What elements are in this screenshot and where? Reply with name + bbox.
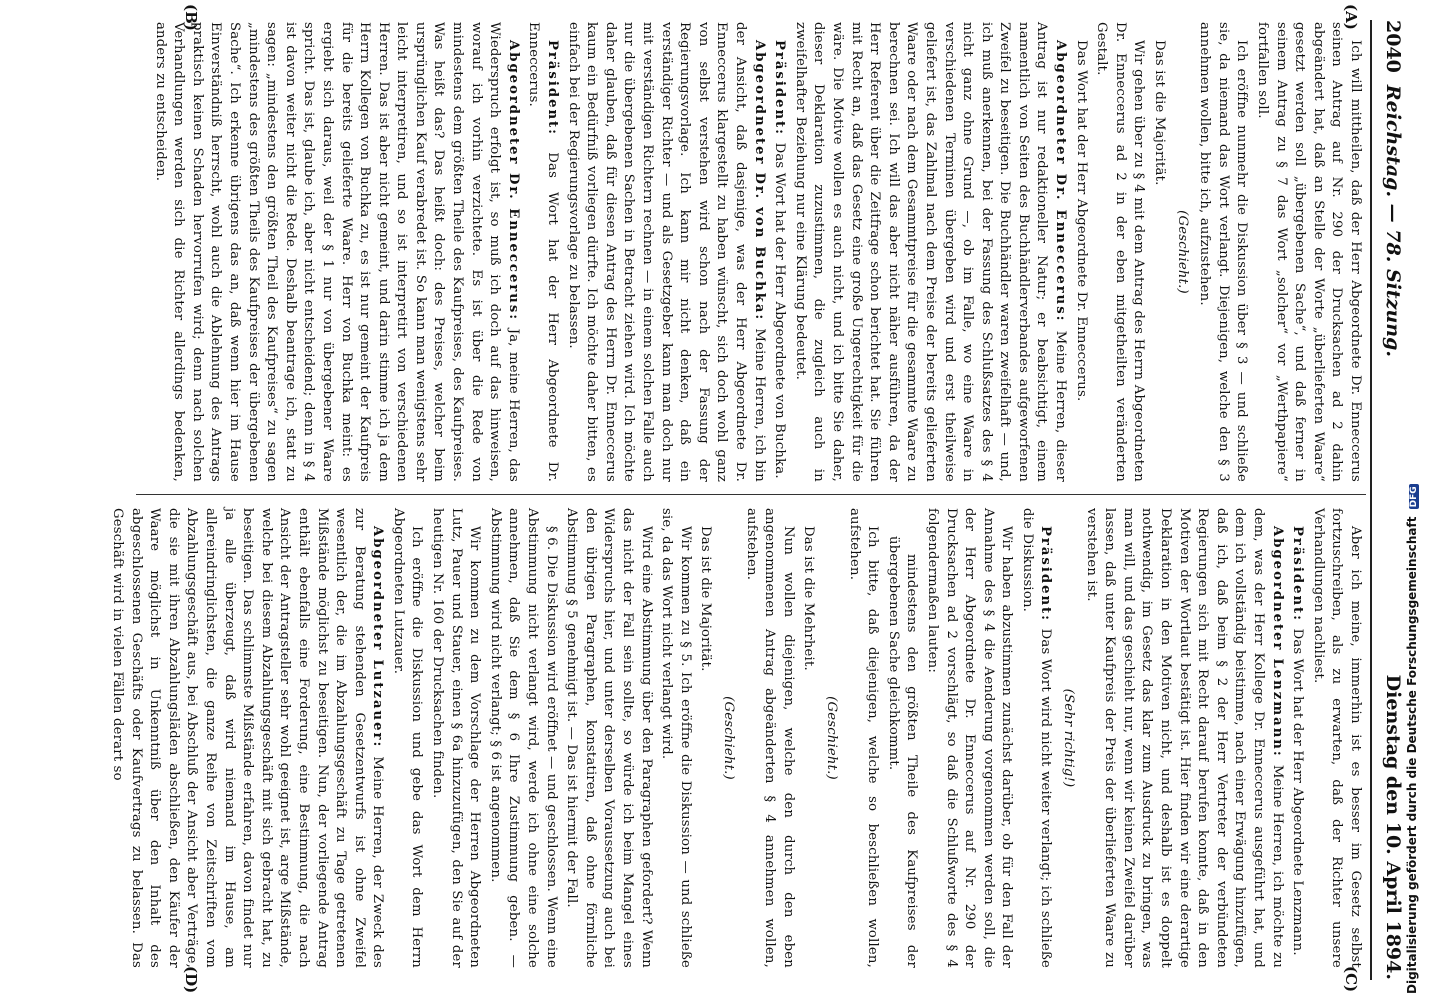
speaker-name: Präsident: xyxy=(545,40,561,153)
text-paragraph: Das ist die Mehrheit. xyxy=(801,526,817,671)
speaker-name: Präsident: xyxy=(772,40,788,143)
speech-paragraph xyxy=(1081,508,1286,968)
text-paragraph: Wird eine Abstimmung über den Paragraphen gefordert? Wenn das nicht der Fall sein sollte, so würde ich beim Mangel eines Widerspruchs hier, und unter derselben Voraussetzung auch bei den übrigen Paragraphen, konstatiren, daß ohne förmliche Abstimmung § 5 genehmigt ist. — Das ist hiermit der Fall. xyxy=(564,508,654,968)
text-paragraph: Ich eröffne nunmehr die Diskussion über § 3 — und schließe sie, da niemand das Wort verlangt. Diejenigen, welche den § 3 annehmen wollen, bitte ich, aufzustehen. xyxy=(1197,22,1250,482)
speech-paragraph xyxy=(770,22,789,482)
speech-paragraph xyxy=(107,508,386,968)
page-number: 2040 xyxy=(1382,20,1404,73)
dfg-logo-icon: DFG xyxy=(1409,486,1419,508)
speech-text: Meine Herren, dieser Antrag ist nur redaktioneller Natur; er beabsichtigt, einem namentlich von Seiten des Buchhändlerverbandes aufgeworfenen Zweifel zu beseitigen. Die Buchhändler waren zweifelhaft — und, ich muß anerkennen, bei der Fassung des Schlußsatzes des § 4 nicht ganz ohne Grund —, ob im Falle, wo eine Waare in verschiedenen Terminen übergeben wird und erst theilweise geliefert ist, das Zahlmal nach dem Preise der bereits gelieferten Waare oder nach dem Gesammtpreise für die gesammte Waare zu berechnen sei. Ich will das aber nicht näher ausführen, da der Herr Referent über die Zeitfrage schon berichtet hat. Sie führen mit Recht an, daß das Gesetz eine große Ungerechtigkeit für die wäre. Die Motive wollen es auch nicht, und ich bitte Sie daher, dieser Deklaration zuzustimmen, die zugleich auch in zweifelhafter Beziehung nur eine Klärung bedeutet. xyxy=(792,22,1069,482)
procedural-note: (Sehr richtig!) xyxy=(1061,688,1077,788)
right-text-column xyxy=(110,508,1364,969)
speech-paragraph xyxy=(1017,508,1054,968)
text-paragraph: § 6. Die Diskussion wird eröffnet — und geschlossen. Wenn eine Abstimmung nicht verlangt wird, werde ich ohne eine solche annehmen, daß Sie dem § 6 Ihre Zustimmung geben. — Abstimmung wird nicht verlangt; § 6 ist angenommen. xyxy=(487,508,559,968)
text-paragraph: Das ist die Majorität. xyxy=(1152,40,1168,186)
speaker-name: Abgeordneter Lutzauer: xyxy=(370,526,386,757)
session-date: Dienstag den 10. April 1894. xyxy=(1382,674,1404,980)
margin-mark-b: (B) xyxy=(182,4,200,31)
speech-text: Meine Herren, ich möchte zu dem, was der Herr Kollege Dr. Enneccerus ausgeführt hat, und dem ich vollständig beistimme, nach einer Erwägung hinzufügen, daß ich, daß beim § 2 der Herr Vertreter der verbündeten Regierungen sich mit Recht darauf berufen konnte, daß in den Motiven der Wortlaut bestätigt ist. Hier finden wir eine derartige Deklaration in den Motiven nicht, und deshalb ist es doppelt nothwendig, im Gesetz das klar zum Ausdruck zu bringen, was man will, und das geschieht nur, wenn wir keinen Zweifel darüber lassen, daß unter Kaufpreis der Preis der überlieferten Waare zu verstehen ist. xyxy=(1083,508,1285,969)
speech-text: Ja, meine Herren, das Wiederspruch erfolgt ist, so muß ich doch auf das hinweisen, worauf ich vorhin verzichtete. Es ist über die Rede von mindestens dem größten Theile des Kaufpreises, des Kaufpreises. Was heißt das? Das heißt doch: des Preises, welcher beim ursprünglichen Kauf verabredet ist. So kann man wenigstens sehr leicht interpretiren, und so ist interpretirt von verschiedenen Herren. Das ist aber nicht gemeint, und darin stimme ich ja dem Herrn Kollegen von Buchka zu, es ist nur gemeint der Kaufpreis für die bereits gelieferte Waare. Herr von Buchka meint: es ergiebt sich daraus, weil der § 1 nur von übergebener Waare spricht. Das ist, glaube ich, aber nicht entscheidend; denn in § 4 ist davon weiter nicht die Rede. Deshalb beantrage ich, statt zu sagen: „mindestens den größten Theil des Kaufpreises“ zu sagen „mindestens des größten Theils des Kaufpreises der übergebenen Sache“. Ich erkenne übrigens das an, daß wenn hier im Hause Einverständniß herrscht, wohl auch die Ablehnung des Antrags praktisch keinen Schaden hervorrufen wird; denn nach solchen Verhandlungen werden sich die Richter allerdings bedenken, anders zu entscheiden. xyxy=(152,22,521,483)
text-paragraph: Nun wollen diejenigen, welche den durch den eben angenommenen Antrag abgeänderten § 4 annehmen wollen, aufstehen. xyxy=(743,508,796,968)
text-paragraph: Wir gehen über zu § 4 mit dem Antrag des Herrn Abgeordneten Dr. Enneccerus ad 2 in der eben mitgetheilten veränderten Gestalt. xyxy=(1094,22,1147,482)
text-paragraph: Ich bitte, daß diejenigen, welche so beschließen wollen, aufstehen. xyxy=(846,508,881,968)
text-paragraph: Ich will mittheilen, daß der Herr Abgeordnete Dr. Enneccerus seinen Antrag auf Nr. 290 der Drucksachen ad 2 dahin abgeändert hat, daß an Stelle der Worte „überlieferten Waare“ gesetzt werden soll „übergebenen Sache“, und daß ferner in seinem Antrag zu § 7 das Wort „solcher“ vor „Werthpapiere“ fortfallen soll. xyxy=(1255,22,1363,482)
text-paragraph: Das Wort hat der Herr Abgeordnete Dr. Enneccerus. xyxy=(1073,40,1089,402)
speaker-name: Präsident: xyxy=(1038,526,1054,629)
margin-mark-c: (C) xyxy=(1342,966,1360,993)
text-paragraph: Wir haben abzustimmen zunächst darüber, ob für den Fall der Annahme des § 4 die Aenderung vorgenommen werden soll, die der Herr Abgeordnete Dr. Enneccerus auf Nr. 290 der Drucksachen ad 2 vorschlägt, so daß die Schlußworte des § 4 folgendermaßen lauten: xyxy=(924,508,1015,968)
speech-text: Das Wort wird nicht weiter verlangt; ich schließe die Diskussion. xyxy=(1019,508,1054,968)
procedural-note: (Geschieht.) xyxy=(823,696,839,780)
speech-text: Das Wort hat der Herr Abgeordnete Lenzmann. xyxy=(1290,628,1306,956)
procedural-note: (Geschieht.) xyxy=(721,696,736,780)
speech-paragraph xyxy=(563,22,768,482)
text-paragraph: Aber ich meine, immerhin ist es besser im Gesetz selbst fortzuschreiben, als zu erwarten, daß der Richter unsere Verhandlungen nachliest. xyxy=(1310,508,1363,968)
speaker-name: Abgeordneter Dr. Enneccerus: xyxy=(505,40,521,329)
speech-text: Meine Herren, der Zweck des zur Beratung stehenden Gesetzentwurfs ist ohne Zweifel wesentlich der, die im Abzahlungsgeschäft zu Tage getretenen Mißstände möglichst zu beseitigen. Nun, der vorliegende Antrag enthält ebenfalls eine Forderung, eine Bestimmung, die nach Ansicht der Antragsteller sehr wohl geeignet ist, arge Mißstände, welche bei diesem Abzahlungsgeschäft mit sich gebracht hat, zu beseitigen. Das schlimmste Mißstände erfahren, davon findet nur ja alle überzeugt, daß wird niemand im Hause, am allereindringlichsten, die ganze Reihe von Zeitschriften vom Abzahlungsgeschäft aus, bei Abschluß der Ansicht aber Verträge, die sie mit ihren Abzahlungsläden abschließen, den Käufer der Waare möglichst in Unkenntniß über den Inhalt des abgeschlossenen Geschäfts oder Kaufvertrags zu belassen. Das Geschäft wird in vielen Fällen derart so xyxy=(110,508,386,968)
speaker-name: Abgeordneter Dr. Enneccerus: xyxy=(1053,40,1069,331)
text-paragraph: Wir kommen zu dem Vorschlage der Herren Abgeordneten Lutz, Pauer und Stauer, einen § 6a hinzuzufügen, den Sie auf der heutigen Nr. 160 der Drucksachen finden. xyxy=(430,508,483,968)
credit-text: Digitalisierung gefördert durch die Deutsche Forschungsgemeinschaft xyxy=(1405,516,1419,994)
quoted-text: mindestens den größten Theile des Kaufpreises der übergebenen Sache gleichkommt. xyxy=(885,536,920,968)
speech-paragraph xyxy=(150,22,522,482)
speech-text: Meine Herren, ich bin der Ansicht, daß dasjenige, was der Herr Abgeordnete Dr. Enneccerus klargestellt zu haben wünscht, sich doch wohl ganz von selbst verstehen wird schon nach der Fassung der Regierungsvorlage. Ich kann mir nicht denken, daß ein verständiger Richter — und als Gesetzgeber kann man doch nur mit verständigen Richtern rechnen — in einem solchen Falle auch nur die übergebenen Sachen in Betracht ziehen wird. Ich möchte daher glauben, daß für diesen Antrag des Herrn Dr. Enneccerus kaum ein Bedürfniß vorliegen dürfte. Ich möchte daher bitten, es einfach bei der Regierungsvorlage zu belassen. xyxy=(565,22,767,482)
left-text-column xyxy=(134,22,1364,482)
margin-mark-d: (D) xyxy=(182,966,200,994)
session-title: Reichstag. — 78. Sitzung. xyxy=(1382,84,1404,357)
speech-text: Das Wort hat der Herr Abgeordnete Dr. Enneccerus. xyxy=(526,22,561,483)
column-divider xyxy=(136,494,1366,495)
speech-paragraph xyxy=(790,22,1069,482)
text-paragraph: Wir kommen zu § 5. Ich eröffne die Diskussion — und schließe sie, da das Wort nicht verlangt wird. xyxy=(659,508,693,968)
procedural-note: (Geschieht.) xyxy=(1174,210,1190,294)
text-paragraph: Ich eröffne die Diskussion und gebe das Wort dem Herrn Abgeordneten Lutzauer. xyxy=(390,508,425,968)
text-paragraph: Das ist die Majorität. xyxy=(698,526,714,672)
speaker-name: Abgeordneter Lenzmann: xyxy=(1269,526,1285,765)
speaker-name: Abgeordneter Dr. von Buchka: xyxy=(751,40,767,329)
speaker-name: Präsident: xyxy=(1290,526,1306,629)
header-rule xyxy=(1370,20,1372,980)
speech-text: Das Wort hat der Herr Abgeordnete von Buchka. xyxy=(772,142,788,479)
rotated-page-content xyxy=(60,0,1420,1000)
margin-mark-a: (A) xyxy=(1342,4,1360,30)
digitization-credit xyxy=(1405,484,1419,994)
speech-paragraph xyxy=(524,22,561,482)
speech-paragraph xyxy=(1288,508,1307,968)
